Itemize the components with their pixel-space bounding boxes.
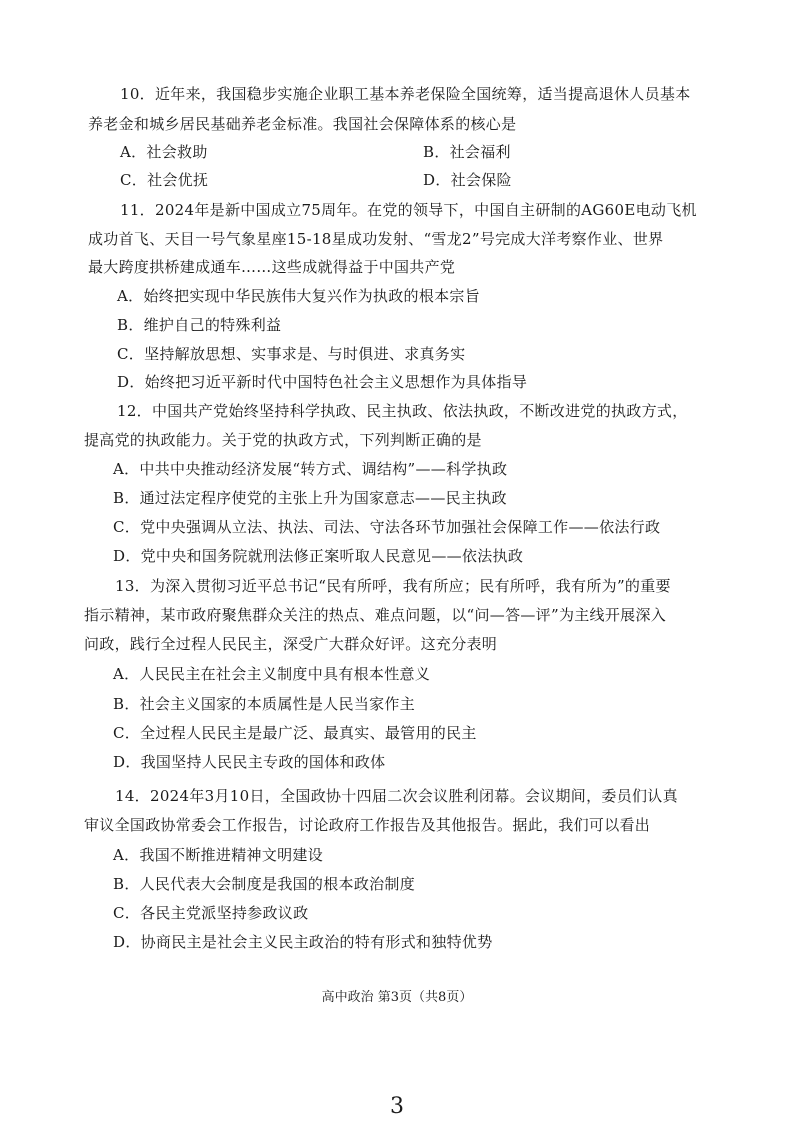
question-11-stem-line-2: 成功首飞、天目一号气象星座15-18星成功发射、“雪龙2”号完成大洋考察作业、世界 bbox=[88, 230, 664, 248]
question-13-stem-line-2: 指示精神，某市政府聚焦群众关注的热点、难点问题，以“问—答—评”为主线开展深入 bbox=[84, 606, 667, 624]
question-14-option-c: C．各民主党派坚持参政议政 bbox=[113, 904, 309, 922]
question-12-stem-line-2: 提高党的执政能力。关于党的执政方式，下列判断正确的是 bbox=[84, 431, 482, 449]
question-10-option-a: A．社会救助 bbox=[120, 143, 208, 161]
question-12-option-c: C．党中央强调从立法、执法、司法、守法各环节加强社会保障工作——依法行政 bbox=[113, 518, 661, 536]
question-11-option-b: B．维护自己的特殊利益 bbox=[117, 316, 282, 334]
question-12-option-a: A．中共中央推动经济发展“转方式、调结构”——科学执政 bbox=[113, 460, 508, 478]
page-number: 3 bbox=[390, 1094, 404, 1119]
question-14-stem-line-2: 审议全国政协常委会工作报告，讨论政府工作报告及其他报告。据此，我们可以看出 bbox=[84, 816, 651, 834]
question-11-option-d: D．始终把习近平新时代中国特色社会主义思想作为具体指导 bbox=[117, 373, 528, 391]
question-13-option-c: C．全过程人民民主是最广泛、最真实、最管用的民主 bbox=[113, 724, 477, 742]
question-10-option-d: D．社会保险 bbox=[423, 171, 512, 189]
question-13-stem-line-1: 13．为深入贯彻习近平总书记“民有所呼，我有所应；民有所呼，我有所为”的重要 bbox=[115, 577, 671, 595]
question-12-stem-line-1: 12．中国共产党始终坚持科学执政、民主执政、依法执政，不断改进党的执政方式， bbox=[117, 402, 688, 420]
page-footer: 高中政治 第3页（共8页） bbox=[321, 990, 473, 1005]
question-11-stem-line-1: 11．2024年是新中国成立75周年。在党的领导下，中国自主研制的AG60E电动飞机 bbox=[120, 201, 697, 219]
question-10-option-c: C．社会优抚 bbox=[120, 171, 209, 189]
question-12-option-d: D．党中央和国务院就刑法修正案听取人民意见——依法执政 bbox=[113, 547, 524, 565]
question-14-option-b: B．人民代表大会制度是我国的根本政治制度 bbox=[113, 875, 416, 893]
question-13-option-a: A．人民民主在社会主义制度中具有根本性意义 bbox=[113, 665, 431, 683]
question-13-stem-line-3: 问政，践行全过程人民民主，深受广大群众好评。这充分表明 bbox=[84, 635, 498, 653]
question-10-stem-line-2: 养老金和城乡居民基础养老金标准。我国社会保障体系的核心是 bbox=[88, 115, 517, 133]
question-12-option-b: B．通过法定程序使党的主张上升为国家意志——民主执政 bbox=[113, 489, 507, 507]
question-11-option-c: C．坚持解放思想、实事求是、与时俱进、求真务实 bbox=[117, 345, 466, 363]
question-13-option-d: D．我国坚持人民民主专政的国体和政体 bbox=[113, 753, 386, 771]
question-11-stem-line-3: 最大跨度拱桥建成通车……这些成就得益于中国共产党 bbox=[88, 258, 456, 276]
question-14-option-d: D．协商民主是社会主义民主政治的特有形式和独特优势 bbox=[113, 933, 493, 951]
question-14-stem-line-1: 14．2024年3月10日，全国政协十四届二次会议胜利闭幕。会议期间，委员们认真 bbox=[115, 787, 678, 805]
question-11-option-a: A．始终把实现中华民族伟大复兴作为执政的根本宗旨 bbox=[117, 287, 481, 305]
question-10-stem-line-1: 10．近年来，我国稳步实施企业职工基本养老保险全国统筹，适当提高退休人员基本 bbox=[120, 85, 691, 103]
question-10-option-b: B．社会福利 bbox=[423, 143, 511, 161]
question-13-option-b: B．社会主义国家的本质属性是人民当家作主 bbox=[113, 695, 416, 713]
question-14-option-a: A．我国不断推进精神文明建设 bbox=[113, 846, 324, 864]
